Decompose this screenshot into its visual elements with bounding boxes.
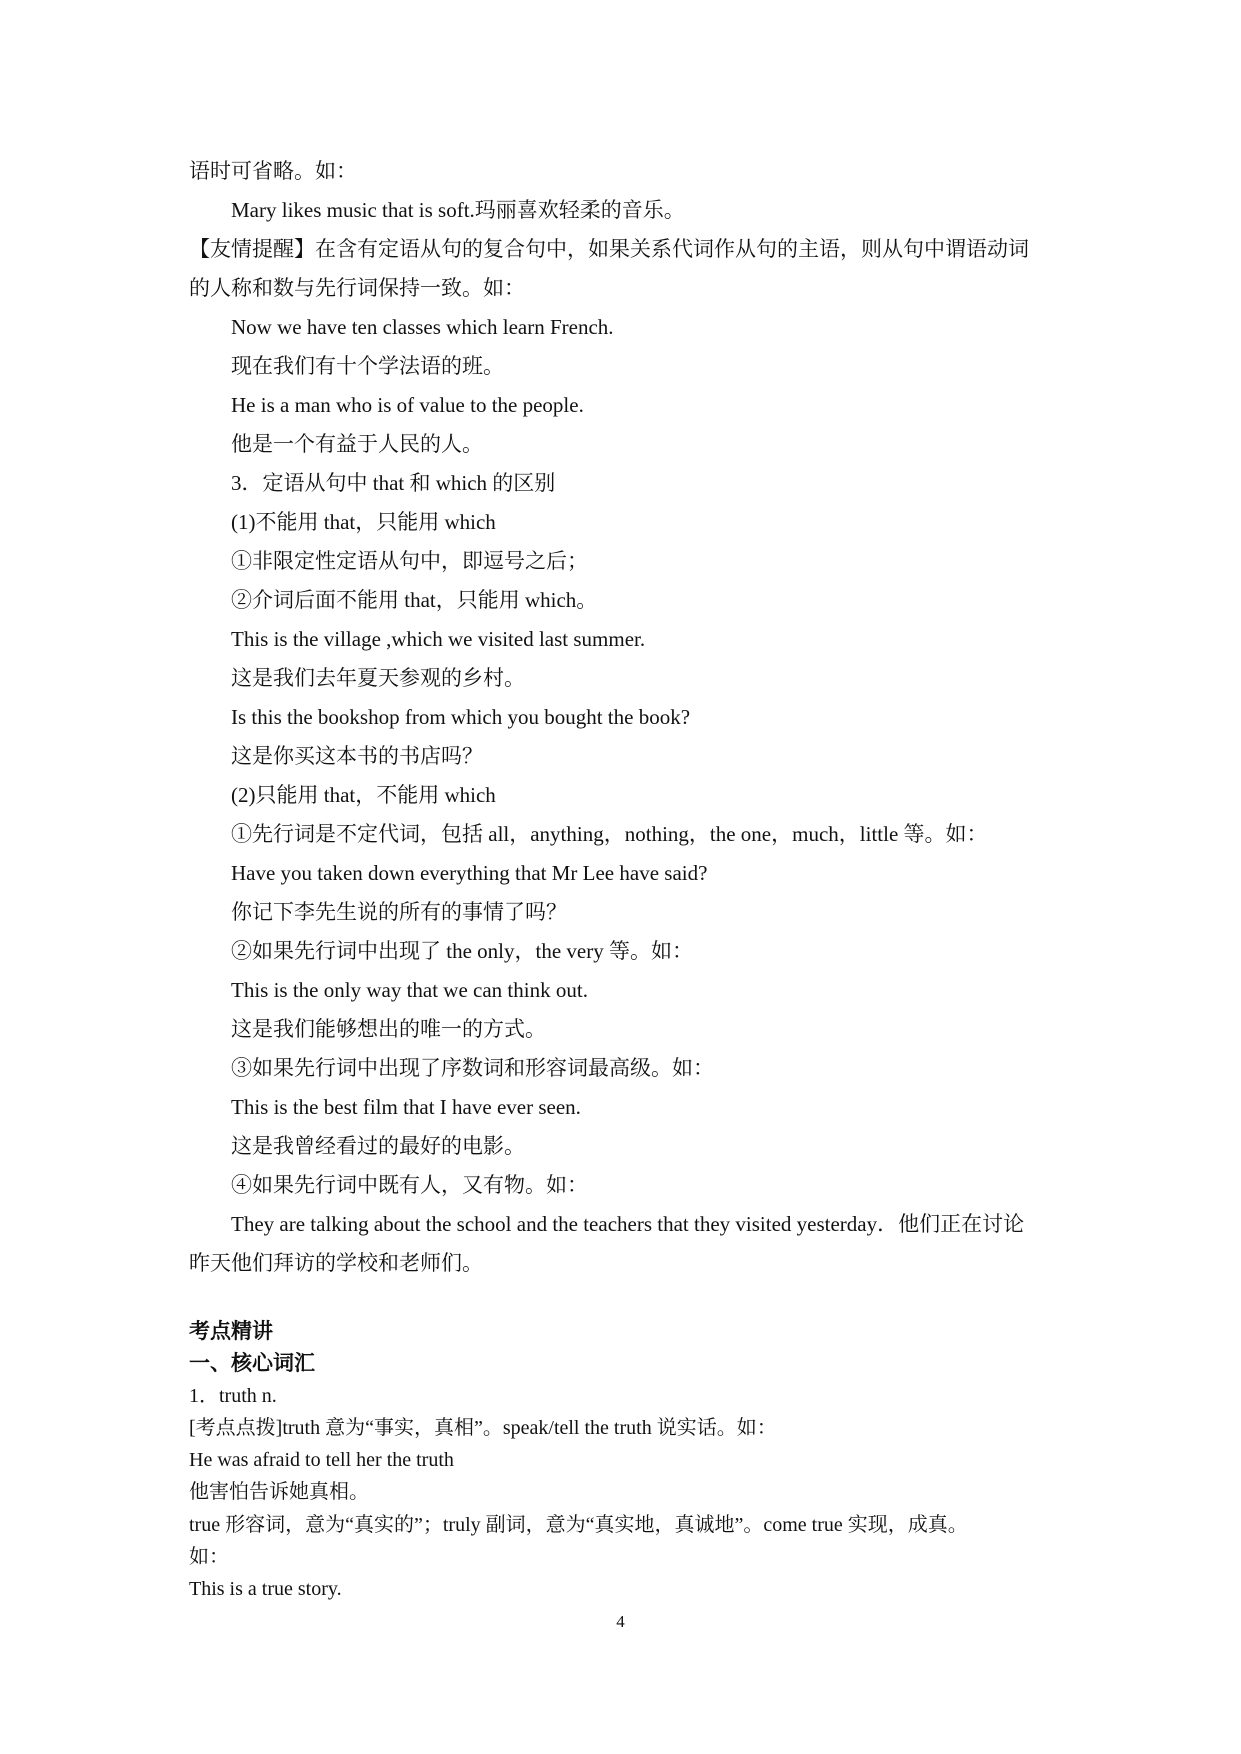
text-line: ③如果先行词中出现了序数词和形容词最高级。如： xyxy=(231,1056,714,1080)
text-line: Have you taken down everything that Mr Lee have said? xyxy=(231,861,708,885)
text-line: (1)不能用 that，只能用 which xyxy=(231,510,496,534)
text-line: This is the only way that we can think out. xyxy=(231,978,588,1002)
text-line: 这是我们去年夏天参观的乡村。 xyxy=(231,666,525,690)
text-line: 他害怕告诉她真相。 xyxy=(189,1481,369,1503)
text-line: 【友情提醒】在含有定语从句的复合句中，如果关系代词作从句的主语，则从句中谓语动词 xyxy=(189,237,1029,261)
text-line: ①先行词是不定代词，包括 all，anything，nothing，the one，much，little 等。如： xyxy=(231,822,988,846)
text-line: He is a man who is of value to the people. xyxy=(231,393,584,417)
text-line: This is the village ,which we visited last summer. xyxy=(231,627,646,651)
text-line: 1．truth n. xyxy=(189,1385,277,1407)
text-line: 这是我曾经看过的最好的电影。 xyxy=(231,1134,525,1158)
text-line: 这是我们能够想出的唯一的方式。 xyxy=(231,1017,546,1041)
text-line: 如： xyxy=(189,1546,229,1568)
text-line: Mary likes music that is soft.玛丽喜欢轻柔的音乐。 xyxy=(231,198,685,222)
text-line: ①非限定性定语从句中，即逗号之后； xyxy=(231,549,588,573)
text-line: true 形容词，意为“真实的”；truly 副词，意为“真实地，真诚地”。come true 实现，成真。 xyxy=(189,1514,968,1536)
text-line: This is the best film that I have ever seen. xyxy=(231,1095,581,1119)
text-line: ②介词后面不能用 that，只能用 which。 xyxy=(231,588,598,612)
text-line: This is a true story. xyxy=(189,1578,342,1600)
text-line: Now we have ten classes which learn French. xyxy=(231,315,614,339)
text-line: 这是你买这本书的书店吗？ xyxy=(231,744,483,768)
text-line: 他是一个有益于人民的人。 xyxy=(231,432,483,456)
text-line: 你记下李先生说的所有的事情了吗？ xyxy=(231,900,567,924)
text-line: 3．定语从句中 that 和 which 的区别 xyxy=(231,471,556,495)
text-line: 昨天他们拜访的学校和老师们。 xyxy=(189,1251,483,1275)
text-line: 的人称和数与先行词保持一致。如： xyxy=(189,276,525,300)
page-number: 4 xyxy=(616,1612,625,1631)
text-line: (2)只能用 that，不能用 which xyxy=(231,783,496,807)
text-line: They are talking about the school and the teachers that they visited yesterday．他们正在讨论 xyxy=(231,1212,1025,1236)
text-line: Is this the bookshop from which you bought the book? xyxy=(231,705,691,729)
text-line: ④如果先行词中既有人，又有物。如： xyxy=(231,1173,588,1197)
text-line: He was afraid to tell her the truth xyxy=(189,1449,454,1471)
text-line: [考点点拨]truth 意为“事实，真相”。speak/tell the truth 说实话。如： xyxy=(189,1417,777,1439)
text-line: ②如果先行词中出现了 the only，the very 等。如： xyxy=(231,939,693,963)
text-line: 语时可省略。如： xyxy=(189,159,357,183)
section-heading: 考点精讲 xyxy=(189,1319,273,1343)
subsection-heading: 一、核心词汇 xyxy=(189,1351,315,1375)
text-line: 现在我们有十个学法语的班。 xyxy=(231,354,504,378)
